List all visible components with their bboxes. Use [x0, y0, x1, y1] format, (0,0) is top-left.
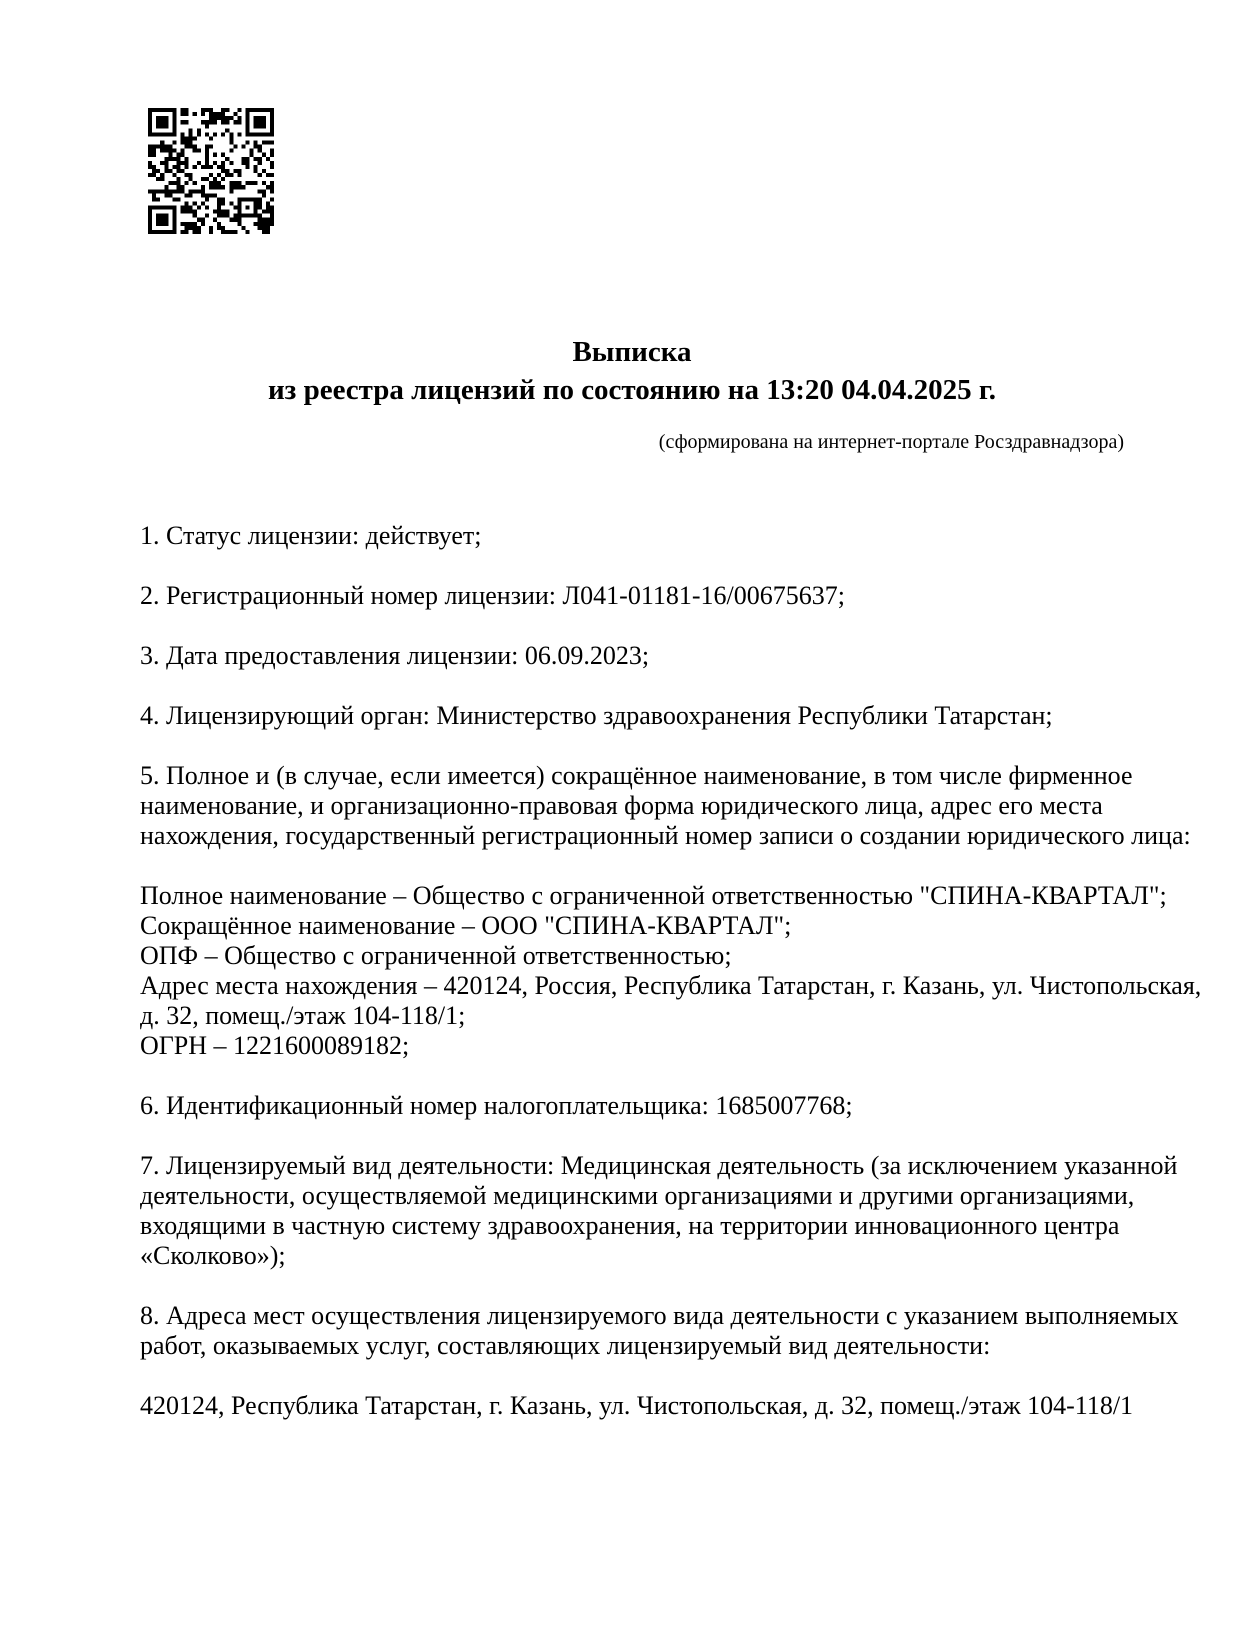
paragraph-line: Сокращённое наименование – ООО "СПИНА-КВАРТАЛ"; — [140, 911, 792, 940]
paragraph-line: 3. Дата предоставления лицензии: 06.09.2023; — [140, 641, 650, 670]
paragraph-line: деятельности, осуществляемой медицинскими организациями и другими организациями, — [140, 1181, 1135, 1210]
paragraph-line: 4. Лицензирующий орган: Министерство здравоохранения Республики Татарстан; — [140, 701, 1053, 730]
document-paragraph — [140, 521, 1115, 551]
document-paragraph — [140, 581, 1115, 611]
document-paragraph — [140, 1151, 1178, 1271]
document-paragraph — [140, 701, 1115, 731]
document-paragraph — [140, 1391, 1134, 1421]
paragraph-line: входящими в частную систему здравоохранения, на территории инновационного центра — [140, 1211, 1120, 1240]
paragraph-line: работ, оказываемых услуг, составляющих лицензируемый вид деятельности: — [140, 1331, 991, 1360]
title-line-1: Выписка — [572, 336, 692, 368]
document-title — [140, 333, 1124, 409]
document-paragraph — [140, 881, 1202, 1061]
paragraph-line: 5. Полное и (в случае, если имеется) сокращённое наименование, в том числе фирменное — [140, 761, 1133, 790]
paragraph-line: наименование, и организационно-правовая форма юридического лица, адрес его места — [140, 791, 1103, 820]
document-paragraph — [140, 1301, 1179, 1361]
paragraph-line: 8. Адреса мест осуществления лицензируемого вида деятельности с указанием выполняемых — [140, 1301, 1179, 1330]
paragraph-line: 7. Лицензируемый вид деятельности: Медицинская деятельность (за исключением указанной — [140, 1151, 1178, 1180]
paragraph-line: 6. Идентификационный номер налогоплательщика: 1685007768; — [140, 1091, 853, 1120]
paragraph-line: «Сколково»); — [140, 1241, 286, 1270]
document-paragraph — [140, 641, 1115, 671]
document-subtitle: (сформирована на интернет-портале Росздравнадзора) — [658, 431, 1124, 453]
title-line-2: из реестра лицензий по состоянию на 13:20 04.04.2025 г. — [267, 374, 997, 406]
paragraph-line: Адрес места нахождения – 420124, Россия, Республика Татарстан, г. Казань, ул. Чистопольская, — [140, 971, 1202, 1000]
paragraph-line: 420124, Республика Татарстан, г. Казань, ул. Чистопольская, д. 32, помещ./этаж 104-118/1 — [140, 1391, 1134, 1420]
document-paragraph — [140, 761, 1191, 851]
document-body — [140, 521, 1202, 1451]
paragraph-line: 1. Статус лицензии: действует; — [140, 521, 482, 550]
document-paragraph — [140, 1091, 1115, 1121]
paragraph-line: ОГРН – 1221600089182; — [140, 1031, 410, 1060]
paragraph-line: ОПФ – Общество с ограниченной ответственностью; — [140, 941, 732, 970]
paragraph-line: 2. Регистрационный номер лицензии: Л041-01181-16/00675637; — [140, 581, 845, 610]
qr-code — [148, 108, 274, 234]
paragraph-line: Полное наименование – Общество с ограниченной ответственностью "СПИНА-КВАРТАЛ"; — [140, 881, 1167, 910]
paragraph-line: нахождения, государственный регистрационный номер записи о создании юридического лица: — [140, 821, 1191, 850]
paragraph-line: д. 32, помещ./этаж 104-118/1; — [140, 1001, 466, 1030]
